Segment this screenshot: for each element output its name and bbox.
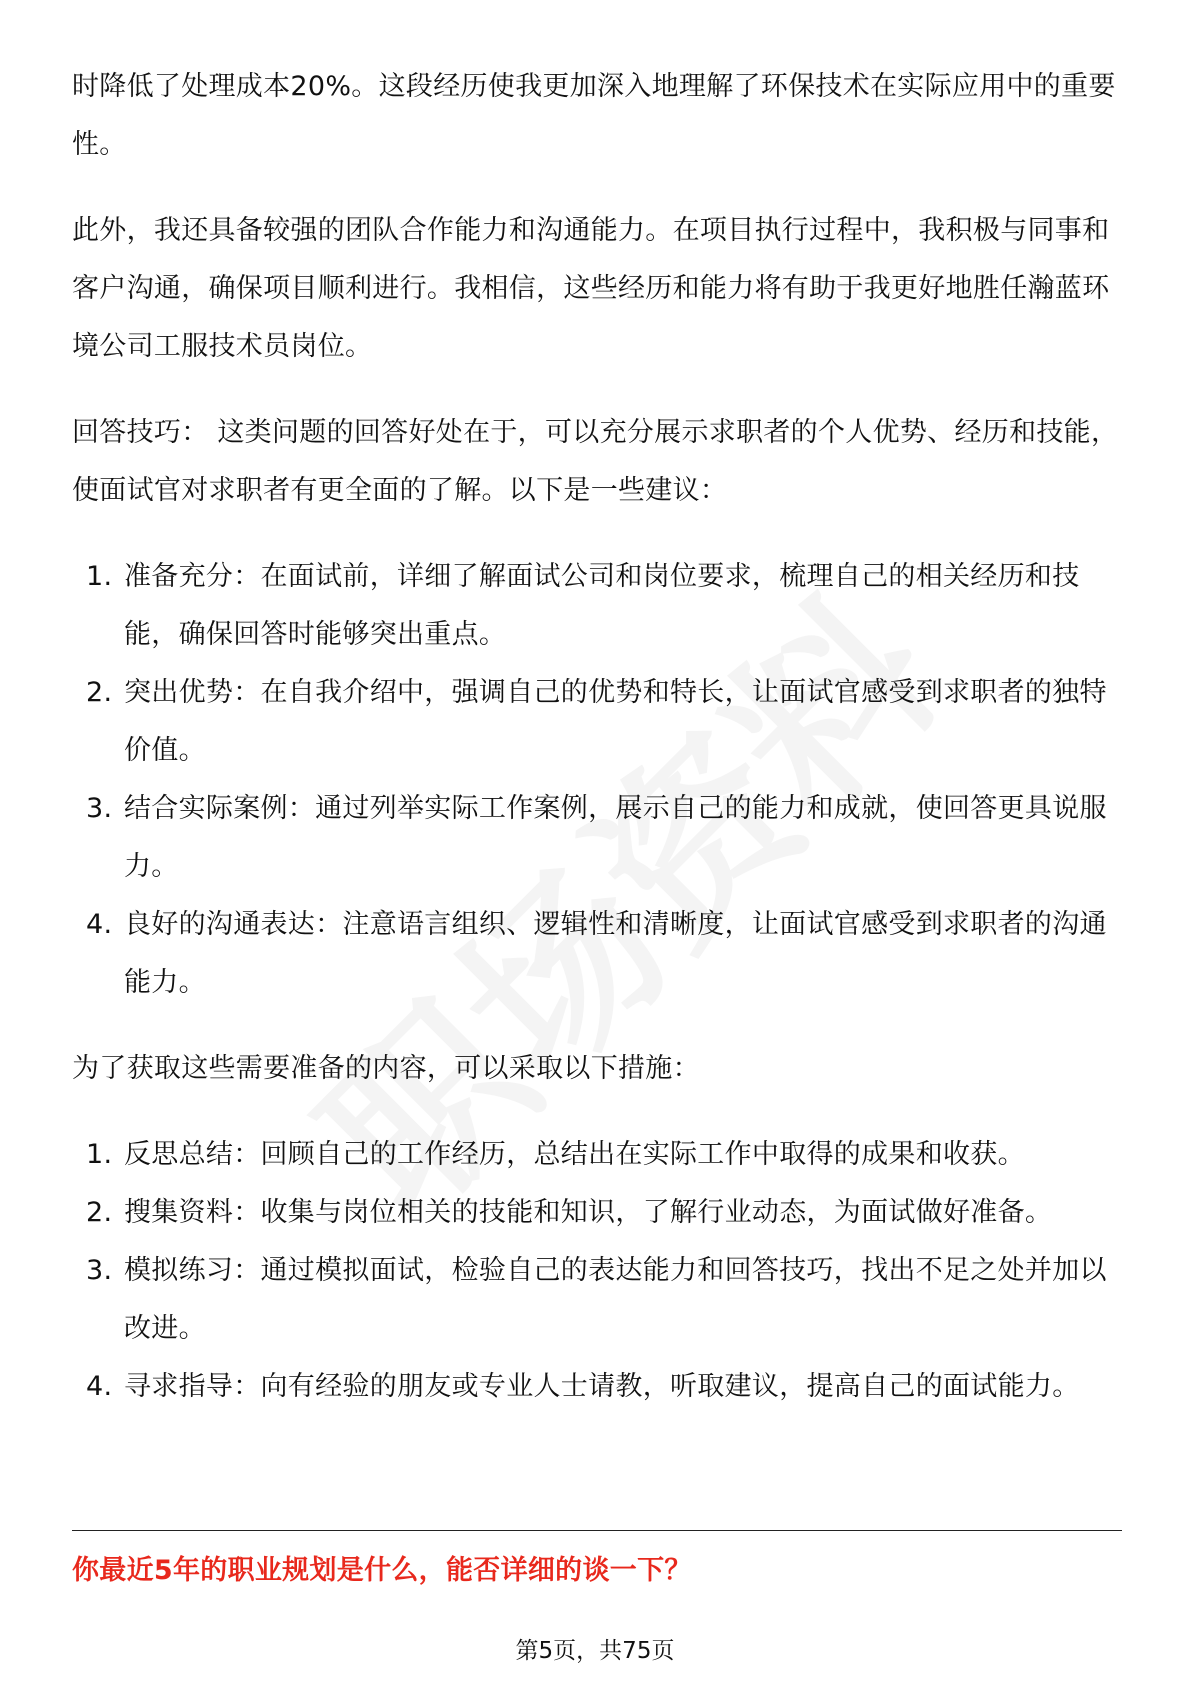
list-item [72, 1358, 1122, 1416]
list-text: 准备充分：在面试前，详细了解面试公司和岗位要求，梳理自己的相关经历和技能，确保回答时能够突出重点。 [124, 561, 1080, 650]
measures-list [72, 1126, 1122, 1416]
list-text: 突出优势：在自我介绍中，强调自己的优势和特长，让面试官感受到求职者的独特价值。 [124, 677, 1107, 766]
paragraph-experience: 时降低了处理成本20%。这段经历使我更加深入地理解了环保技术在实际应用中的重要性。 [72, 71, 1116, 160]
list-number: 1. [86, 561, 113, 592]
section-divider [72, 1530, 1122, 1531]
list-number: 1. [86, 1139, 113, 1170]
list-text: 反思总结：回顾自己的工作经历，总结出在实际工作中取得的成果和收获。 [124, 1139, 1025, 1170]
next-question-heading: 你最近5年的职业规划是什么，能否详细的谈一下？ [72, 1555, 692, 1586]
list-item [72, 664, 1122, 780]
tips-list [72, 548, 1122, 1012]
list-number: 4. [86, 1371, 113, 1402]
list-item [72, 548, 1122, 664]
list-item [72, 1126, 1122, 1184]
list-text: 良好的沟通表达：注意语言组织、逻辑性和清晰度，让面试官感受到求职者的沟通能力。 [124, 909, 1107, 998]
list-item [72, 1242, 1122, 1358]
measures-intro: 为了获取这些需要准备的内容，可以采取以下措施： [72, 1053, 700, 1084]
list-text: 模拟练习：通过模拟面试，检验自己的表达能力和回答技巧，找出不足之处并加以改进。 [124, 1255, 1107, 1344]
list-number: 4. [86, 909, 113, 940]
list-text: 搜集资料：收集与岗位相关的技能和知识，了解行业动态，为面试做好准备。 [124, 1197, 1053, 1228]
list-number: 2. [86, 677, 113, 708]
list-item [72, 780, 1122, 896]
list-item [72, 896, 1122, 1012]
list-number: 3. [86, 1255, 113, 1286]
paragraph-teamwork: 此外，我还具备较强的团队合作能力和沟通能力。在项目执行过程中，我积极与同事和客户沟通，确保项目顺利进行。我相信，这些经历和能力将有助于我更好地胜任瀚蓝环境公司工服技术员岗位。 [72, 215, 1110, 362]
list-number: 3. [86, 793, 113, 824]
list-text: 寻求指导：向有经验的朋友或专业人士请教，听取建议，提高自己的面试能力。 [124, 1371, 1080, 1402]
list-number: 2. [86, 1197, 113, 1228]
page-content [72, 58, 1122, 1444]
page-number: 第5页，共75页 [515, 1638, 675, 1664]
list-item [72, 1184, 1122, 1242]
paragraph-answer-tips: 回答技巧： 这类问题的回答好处在于，可以充分展示求职者的个人优势、经历和技能，使面试官对求职者有更全面的了解。以下是一些建议： [72, 417, 1119, 506]
list-text: 结合实际案例：通过列举实际工作案例，展示自己的能力和成就，使回答更具说服力。 [124, 793, 1107, 882]
